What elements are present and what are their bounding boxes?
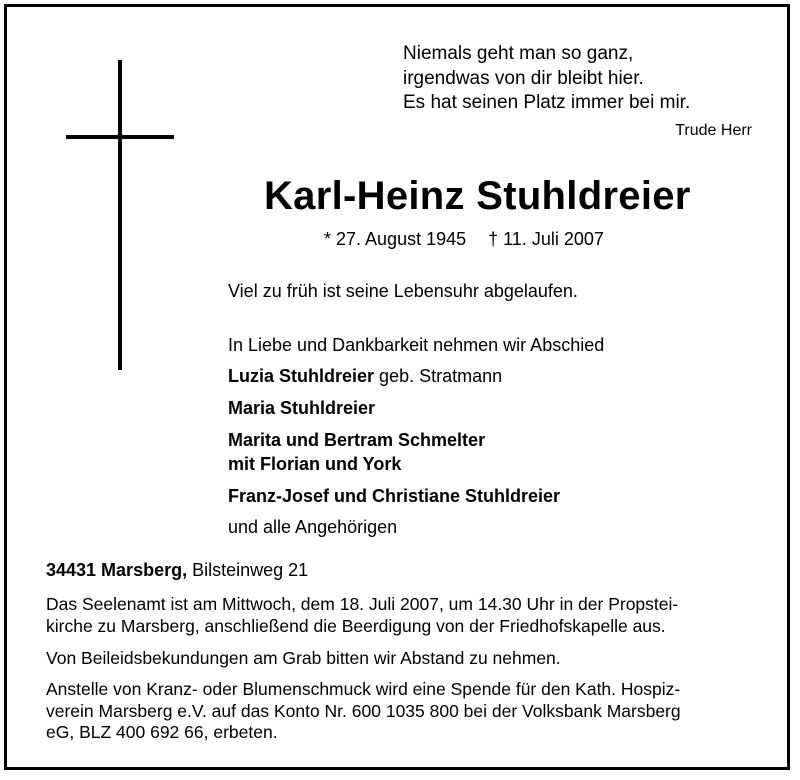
mourner-franz-josef: Franz-Josef und Christiane Stuhldreier [228,486,561,506]
quote-line: Niemals geht man so ganz, [403,43,634,64]
death-date: † 11. Juli 2007 [488,229,604,249]
condolence-notice [46,648,758,670]
condolence-notice-line: Von Beileidsbekundungen am Grab bitten wir Abstand zu nehmen. [46,648,561,668]
birth-date: * 27. August 1945 [324,229,467,249]
mourner-luzia-name: Luzia Stuhldreier [228,366,375,386]
quote-block [403,42,690,116]
address-street: Bilsteinweg 21 [192,560,309,580]
address [46,560,308,581]
service-notice [46,594,758,637]
life-dates [324,229,604,250]
mourner-marita-children: mit Florian und York [228,454,402,474]
mourner-luzia-maiden: geb. Stratmann [379,366,503,386]
quote-line: irgendwas von dir bleibt hier. [403,67,644,89]
service-notice-line: kirche zu Marsberg, anschließend die Beerdigung von der Friedhofskapelle aus. [46,615,666,636]
service-notice-line: Das Seelenamt ist am Mittwoch, dem 18. Juli 2007, um 14.30 Uhr in der Propstei- [46,594,679,614]
address-city: 34431 Marsberg, [46,560,188,580]
mourner-marita: Marita und Bertram Schmelter [228,430,486,450]
mourner-maria: Maria Stuhldreier [228,398,376,418]
donation-notice [46,679,758,744]
quote-line: Es hat seinen Platz immer bei mir. [403,92,691,113]
donation-notice-line: verein Marsberg e.V. auf das Konto Nr. 600 1035 800 bei der Volksbank Marsberg [46,700,681,721]
quote-author: Trude Herr [675,122,752,139]
mourner-luzia [228,366,502,387]
donation-notice-line: Anstelle von Kranz- oder Blumenschmuck wird eine Spende für den Kath. Hospiz- [46,679,681,699]
mourner-others: und alle Angehörigen [228,517,398,537]
tribute-text: Viel zu früh ist seine Lebensuhr abgelaufen. [228,281,578,301]
donation-notice-line: eG, BLZ 400 692 66, erbeten. [46,722,278,742]
farewell-intro: In Liebe und Dankbarkeit nehmen wir Abschied [228,335,605,355]
deceased-name: Karl-Heinz Stuhldreier [264,174,691,218]
